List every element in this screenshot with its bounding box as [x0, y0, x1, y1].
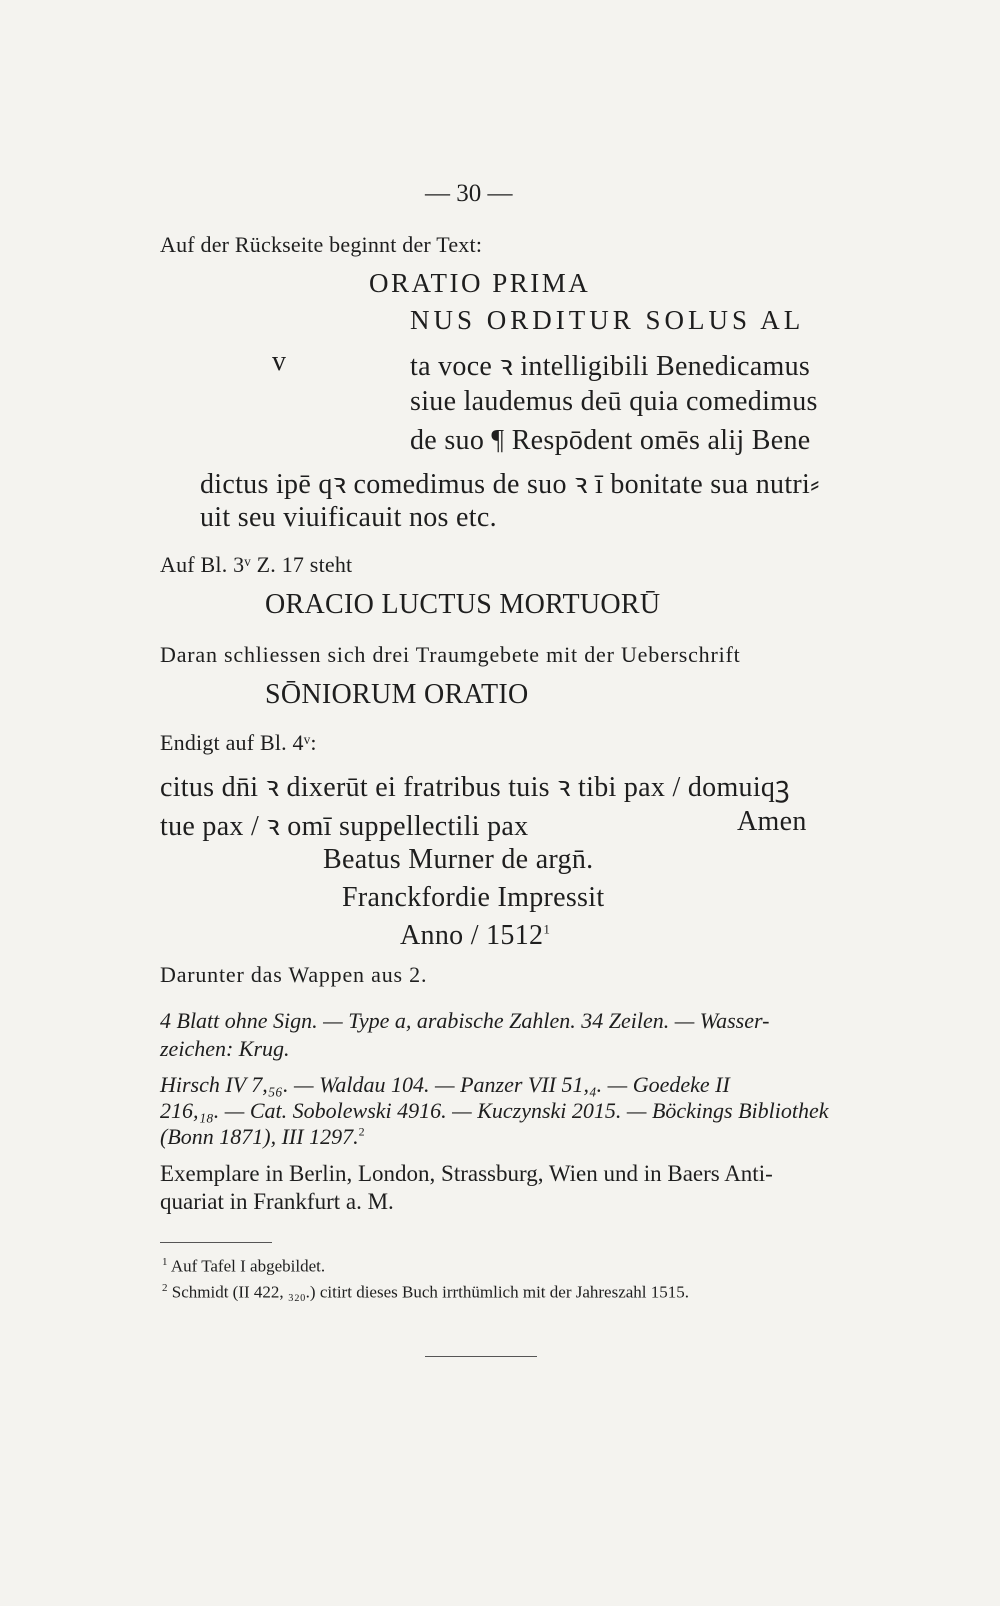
- footnote-1: [162, 1256, 325, 1277]
- description-line-2: zeichen: Krug.: [160, 1036, 290, 1061]
- soniorum-heading: SŌNIORUM ORATIO: [265, 679, 529, 710]
- footnote-2: [162, 1282, 689, 1303]
- amen-word: Amen: [737, 806, 807, 837]
- references-line-2: 216,₁₈. — Cat. Sobolewski 4916. — Kuczynski 2015. — Böckings Bibliothek: [160, 1098, 829, 1123]
- oratio-prima-heading: ORATIO PRIMA: [369, 268, 591, 298]
- closing-line-2: tue pax / ꝛ omī suppellectili pax: [160, 811, 529, 842]
- references-line-1: Hirsch IV 7,₅₆. — Waldau 104. — Panzer VII 51,₄. — Goedeke II: [160, 1072, 730, 1097]
- page-number: — 30 —: [425, 180, 513, 207]
- exemplare-line-1: Exemplare in Berlin, London, Strassburg, Wien und in Baers Anti-: [160, 1161, 773, 1186]
- closing-line-1: citus dn̄i ꝛ dixerūt ei fratribus tuis ꝛ tibi pax / domuiqꝫ: [160, 772, 790, 803]
- closing-line-5: [400, 920, 550, 952]
- footnote-ref-2: 2: [358, 1124, 365, 1139]
- title-line-3: ta voce ꝛ intelligibili Benedicamus: [410, 351, 811, 382]
- references-line-3: [160, 1124, 365, 1150]
- footnote-divider: [160, 1242, 272, 1243]
- title-line-7: uit seu viuificauit nos etc.: [200, 502, 497, 533]
- darunter-line: Darunter das Wappen aus 2.: [160, 962, 428, 987]
- footnote-2-mark: 2: [162, 1282, 168, 1294]
- title-line-5: de suo ¶ Respōdent omēs alij Bene: [410, 425, 811, 456]
- references-line-3-text: (Bonn 1871), III 1297.: [160, 1124, 359, 1149]
- closing-line-3: Beatus Murner de argn̄.: [323, 844, 594, 875]
- endigt-line: Endigt auf Bl. 4ᵛ:: [160, 730, 317, 755]
- oracio-luctus-heading: ORACIO LUCTUS MORTUORŪ: [265, 589, 661, 620]
- footnote-1-mark: 1: [162, 1256, 168, 1268]
- title-line-6: dictus ipē qꝛ comedimus de suo ꝛ ī bonitate sua nutri⸗: [200, 469, 820, 500]
- bl3-note: Auf Bl. 3ᵛ Z. 17 steht: [160, 552, 353, 577]
- title-initial: v: [272, 346, 287, 377]
- title-line-2: NUS ORDITUR SOLUS AL: [410, 305, 805, 335]
- closing-line-4: Franckfordie Impressit: [342, 882, 605, 913]
- end-divider: [425, 1356, 537, 1357]
- anno-text: Anno / 1512: [400, 920, 544, 951]
- daran-line: Daran schliessen sich drei Traumgebete mit der Ueberschrift: [160, 642, 741, 667]
- footnote-1-text: Auf Tafel I abgebildet.: [170, 1256, 326, 1276]
- description-line-1: 4 Blatt ohne Sign. — Type a, arabische Zahlen. 34 Zeilen. — Wasser-: [160, 1008, 770, 1033]
- footnote-ref-1: 1: [543, 921, 551, 937]
- intro-line: Auf der Rückseite beginnt der Text:: [160, 232, 483, 257]
- footnote-2-text: Schmidt (II 422, ₃₂₀.) citirt dieses Buch irrthümlich mit der Jahreszahl 1515.: [171, 1282, 690, 1302]
- exemplare-line-2: quariat in Frankfurt a. M.: [160, 1189, 394, 1214]
- title-line-4: siue laudemus deū quia comedimus: [410, 386, 818, 417]
